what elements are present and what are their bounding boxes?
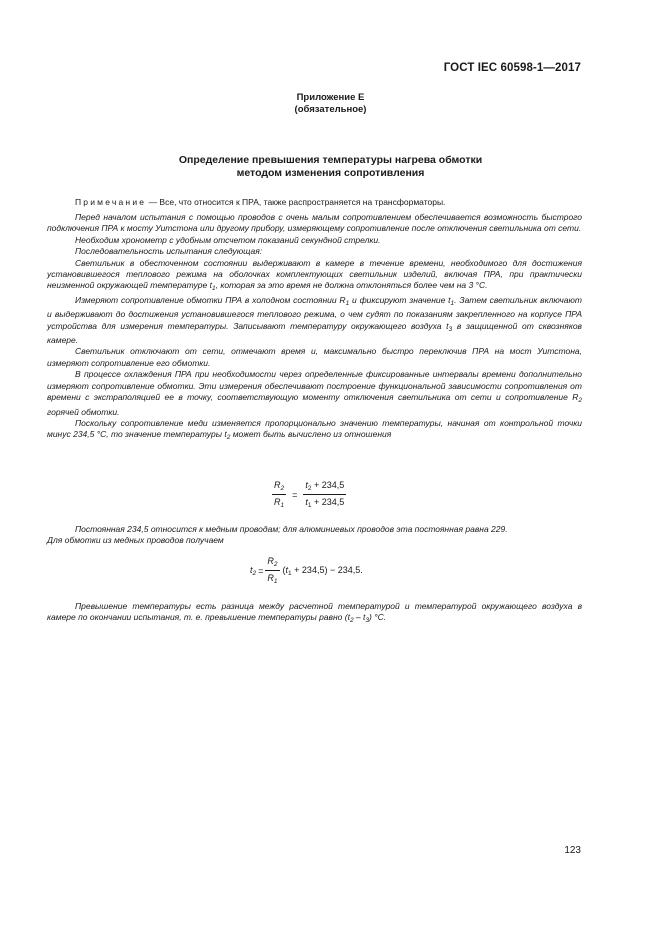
paragraph: Для обмотки из медных проводов получаем [47,535,224,546]
paragraph: Перед началом испытания с помощью проводов с очень малым сопротивлением обеспечивается возможность быстрого подключения ПРА к мосту Уитстона или другому прибору, измеряющему сопротивление после отключения светильника от сети. [47,212,582,234]
paragraph: Постоянная 234,5 относится к медным проводам; для алюминиевых проводов эта постоянная равна 229. [75,524,508,534]
paragraph: Поскольку сопротивление меди изменяется пропорционально значению температуры, начиная от контрольной точки минус 234,5 °С, то значение температуры $t_2$ может быть вычислено из отношения [47,417,582,442]
formula-lhs-fraction: $\frac{R_2}{R_1}$ [274,480,285,509]
procedure-text [47,212,582,444]
section-title-line1: Определение превышения температуры нагрева обмотки [178,154,483,166]
annex-status: (обязательное) [294,104,367,115]
formula-ratio: $\frac{R_2}{R_1}$ = $\frac{t_2 + 234,5}{t_1 + 234,5}$ [274,480,345,509]
formula-fraction: $\frac{R_2}{R_1}$ [267,556,278,585]
paragraph: Светильник отключают от сети, отмечают время и, максимально быстро переключив ПРА на мост Уитстона, измеряют сопротивление его обмотки. [47,346,582,368]
paragraph: Последовательность испытания следующая: [75,246,263,257]
paragraph: Измеряют сопротивление обмотки ПРА в холодном состоянии $R_1$ и фиксируют значение $t_1$. Затем светильник включают и выдерживают до достижения установившегося теплового режима, о чем судят по показаниям закрепленного на корпусе ПРА устройства для измерения температуры. Записывают температуру окружающего воздуха $t_3$ в защищенной от сквозняков камере. [47,294,582,346]
section-title-line2: методом изменения сопротивления [236,167,425,179]
note [75,197,445,207]
standard-designation: ГОСТ IEC 60598-1—2017 [443,62,581,74]
formula-temperature: $t_2$ = $\frac{R_2}{R_1}$ $(t_1 + 234,5) - 234,5$. [250,556,363,585]
formula-rhs-fraction: $\frac{t_2 + 234,5}{t_1 + 234,5}$ [305,480,345,509]
conclusion-text [47,601,582,627]
constants-text [47,524,582,547]
annex-heading [0,92,661,116]
paragraph: Светильник в обесточенном состоянии выдерживают в камере в течение времени, необходимого для достижения установившегося теплового режима на оболочках комплектующих светильник изделий, включая ПРА, при практически неизменной окружающей температуре $t_1$, которая за это время не должна отклоняться более чем на 3 °С. [47,257,582,293]
note-label: Примечание [75,197,147,207]
paragraph: Превышение температуры есть разница между расчетной температурой и температурой окружающего воздуха в камере по окончании испытания, т. е. превышение температуры равно $(t_2 - t_3)$ °С. [47,601,582,625]
paragraph: Необходим хронометр с удобным отсчетом показаний секундной стрелки. [75,234,381,245]
paragraph: В процессе охлаждения ПРА при необходимости через определенные фиксированные интервалы времени дополнительно измеряют сопротивление обмотки. Эти измерения обеспечивают построение функциональной зависимости сопротивления от времени с экстраполяцией ее в точку, соответствующую моменту отключения светильника от сети и сопротивление $R_2$ горячей обмотки. [47,369,582,417]
page-number: 123 [564,845,581,856]
note-text: — Все, что относится к ПРА, также распространяется на трансформаторы. [146,197,446,207]
section-title [0,154,661,180]
annex-title: Приложение Е [296,92,365,103]
